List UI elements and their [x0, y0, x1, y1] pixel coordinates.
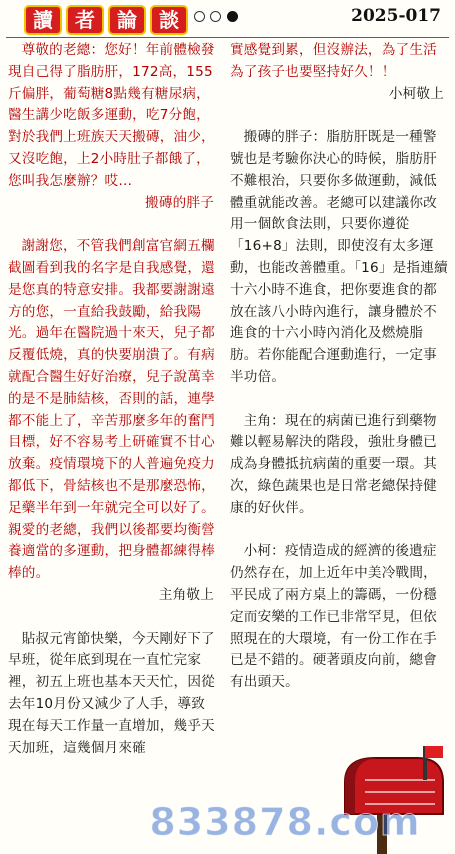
reply-2-text: 主角：現在的病菌已進行到藥物難以輕易解決的階段，強壯身體已成為身體抵抗病菌的重要一環。其次，綠色蔬果也是日常老總保持健康的好伙伴。 [230, 412, 437, 516]
title-char-3: 論 [108, 5, 146, 35]
header-rule [6, 37, 449, 38]
letter-1-text: 尊敬的老總：您好！年前體檢發現自己得了脂肪肝，172高，155斤偏胖，葡萄糖8點幾有糖尿病，醫生講少吃飯多運動，吃7分飽，對於我們上班族天天搬磚，油少，又沒吃飽，上2小時肚子都餓了，您叫我怎麼辦？哎… [8, 42, 215, 189]
letter-1-signature: 搬磚的胖子 [145, 194, 214, 211]
page-dot-2 [210, 11, 221, 22]
title-char-1: 讀 [24, 5, 62, 35]
watermark: 833878.com [149, 800, 421, 844]
reply-1-text: 搬磚的胖子：脂肪肝既是一種警號也是考驗你決心的時候，脂肪肝不難根治，只要你多做運動，減低體重就能改善。老總可以建議你改用一個飲食法則，只要你遵從「16+8」法則，即使沒有太多運動，也能改善體重。「16」是指連續十六小時不進食，把你要進食的都放在該八小時內進行，讓身體於不進食的十六小時內消化及燃燒脂肪。若你能配合運動進行，一定事半功倍。 [230, 129, 448, 385]
page-dot-3 [227, 11, 238, 22]
right-column [230, 40, 448, 694]
left-column [8, 40, 218, 759]
letter-3-text: 貼叔元宵節快樂，今天剛好下了早班，從年底到現在一直忙完家裡，初五上班也基本天天忙，因從去年10月份又減少了人手，導致現在每天工作量一直增加，幾乎天天加班，這幾個月來確 [8, 630, 215, 756]
letter-2-text: 謝謝您，不管我們創富官網五欄截圖看到我的名字是自我感覺，還是您真的特意安排。我都要謝謝遠方的您，一直給我鼓勵，給我陽光。過年在醫院過十來天，兒子都反覆低燒，真的快要崩潰了。有病就配合醫生好好治療，兒子說萬幸的是不是肺結核，否則的話，連學都不能上了，辛苦那麼多年的奮鬥目標，好不容易考上研確實不甘心放棄。疫情環境下的人普遍免疫力都低下，骨結核也不是那麼恐怖，足藥半年到一年就完全可以好了。親愛的老總，我們以後都要均衡營養適當的多運動，把身體都練得棒棒的。 [8, 238, 215, 582]
letter-3-continued-text: 實感覺到累，但沒辦法，為了生活為了孩子也要堅持好久！！ [230, 42, 437, 80]
letter-3-signature: 小柯敬上 [388, 85, 444, 102]
mailbox-flag [425, 746, 443, 758]
title-char-2: 者 [66, 5, 104, 35]
reply-3-text: 小柯：疫情造成的經濟的後遺症仍然存在，加上近年中美冷戰間，平民成了兩方桌上的籌碼，一份穩定而安樂的工作已非常罕見，但依照現在的大環境，有一份工作在手已是不錯的。硬著頭皮向前，總會有出頭天。 [230, 543, 437, 691]
issue-number: 2025-017 [351, 6, 441, 26]
header [0, 0, 455, 38]
page-dot-1 [194, 11, 205, 22]
title-char-4: 談 [150, 5, 188, 35]
letter-2-signature: 主角敬上 [158, 586, 214, 603]
